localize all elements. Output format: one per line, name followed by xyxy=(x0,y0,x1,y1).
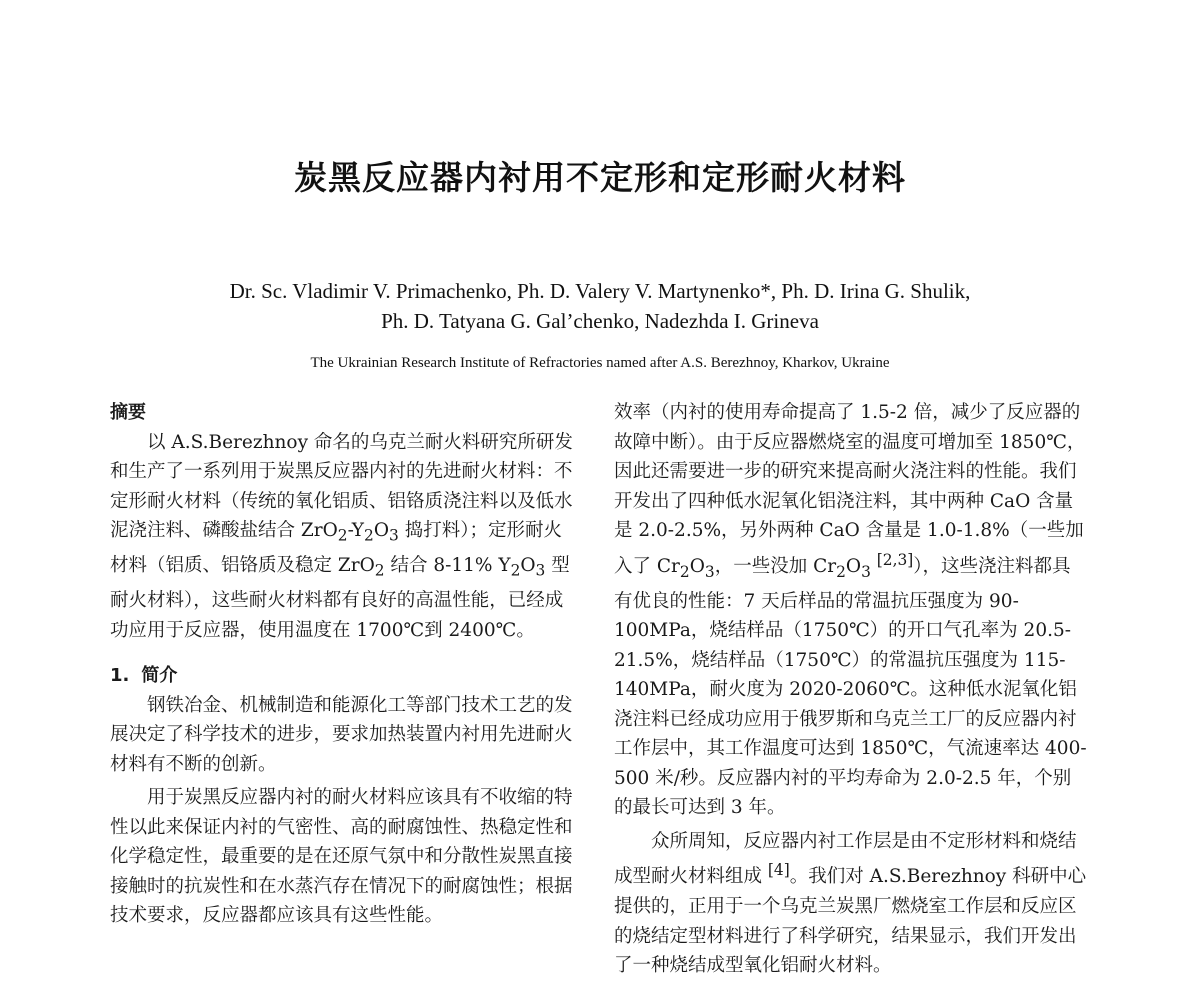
abstract-text-part: 捣打料）；定形耐火材料（铝质、铝铬质及稳定 ZrO xyxy=(110,520,562,577)
subscript: 3 xyxy=(861,562,871,581)
subscript: 2 xyxy=(374,561,385,580)
abstract-paragraph xyxy=(110,428,580,646)
formula xyxy=(300,520,399,545)
subscript: 2 xyxy=(679,562,690,581)
section-title: 简介 xyxy=(141,665,178,687)
paragraph-text-part: ，一些没加 Cr xyxy=(714,555,837,577)
subscript: 3 xyxy=(535,561,546,580)
spacer xyxy=(110,645,580,661)
citation-ref: [4] xyxy=(767,861,790,880)
formula-text: O xyxy=(373,520,390,541)
right-paragraph-1 xyxy=(614,398,1088,823)
paragraph-text-part: ），这些浇注料都具有优良的性能：7 天后样品的常温抗压强度为 90-100MPa，烧结样品（1750℃）的开口气孔率为 20.5-21.5%，烧结样品（1750℃）的常温抗压强度为 115-140MPa，耐火度为 2020-2060℃。这种低水泥氧化铝浇注料已经成功应用于俄罗斯和乌克兰工厂的反应器内衬工作层中，其工作温度可达到 1850℃，气流速率达 400-500 米/秒。反应器内衬的平均寿命为 2.0-2.5 年，个别的最长可达到 3 年。 xyxy=(614,555,1087,819)
paragraph-text-part: 。我们对 A.S.Berezhnoy 科研中心提供的，正用于一个乌克兰炭黑厂燃烧室工作层和反应区的烧结定型材料进行了科学研究，结果显示，我们开发出了一种烧结成型氧化铝耐火材料。 xyxy=(614,866,1087,976)
left-column xyxy=(110,398,580,931)
subscript: 3 xyxy=(389,526,399,545)
intro-paragraph-2: 用于炭黑反应器内衬的耐火材料应该具有不收缩的特性以此来保证内衬的气密性、高的耐腐蚀性、热稳定性和化学稳定性，最重要的是在还原气氛中和分散性炭黑直接接触时的抗炭性和在水蒸汽存在情况下的耐腐蚀性；根据技术要求，反应器都应该具有这些性能。 xyxy=(110,787,573,927)
paragraph-text-part: O xyxy=(845,555,862,577)
paragraph-text-part: 众所周知，反应器内衬工作层是由不定形材料和烧结成型耐火材料组成 xyxy=(614,830,1077,888)
abstract-heading: 摘要 xyxy=(110,402,146,423)
formula-text: -Y xyxy=(347,520,365,541)
subscript: 3 xyxy=(704,562,715,581)
paragraph-text-part: 效率（内衬的使用寿命提高了 1.5-2 倍，减少了反应器的故障中断）。由于反应器燃烧室的温度可增加至 1850℃，因此还需要进一步的研究来提高耐火浇注料的性能。我们开发出了四种低水泥氧化铝浇注料，其中两种 CaO 含量是 2.0-2.5%，另外两种 CaO 含量是 1.0-1.8%（一些加入了 Cr xyxy=(614,402,1086,577)
subscript: 2 xyxy=(836,562,846,581)
citation-ref: [2,3] xyxy=(876,550,914,569)
paragraph-text-part: O xyxy=(689,555,705,577)
formula-text: ZrO xyxy=(300,520,338,541)
authors-line-1: Dr. Sc. Vladimir V. Primachenko, Ph. D. Valery V. Martynenko*, Ph. D. Irina G. Shulik, xyxy=(229,279,971,303)
abstract-text-part: 结合 8-11% Y xyxy=(384,555,511,577)
section-heading-intro xyxy=(110,661,580,691)
right-column xyxy=(614,398,1088,981)
abstract-text-part: 型耐火材料），这些耐火材料都有良好的高温性能，已经成功应用于反应器，使用温度在 1700℃到 2400℃。 xyxy=(110,555,570,641)
right-paragraph-2 xyxy=(614,827,1088,981)
paper-title: 炭黑反应器内衬用不定形和定形耐火材料 xyxy=(294,158,906,197)
intro-paragraph-1: 钢铁冶金、机械制造和能源化工等部门技术工艺的发展决定了科学技术的进步，要求加热装置内衬用先进耐火材料有不断的创新。 xyxy=(110,694,573,775)
authors-line-2: Ph. D. Tatyana G. Gal’chenko, Nadezhda I. Grineva xyxy=(381,309,819,333)
abstract-text-part: 以 A.S.Berezhnoy 命名的乌克兰耐火料研究所研发和生产了一系列用于炭黑反应器内衬的先进耐火材料：不定形耐火材料（传统的氧化铝质、铝铬质浇注料以及低水泥浇注料、磷酸盐结合 xyxy=(110,431,573,541)
affiliation: The Ukrainian Research Institute of Refractories named after A.S. Berezhnoy, Kharkov, Ukraine xyxy=(310,355,890,371)
section-number: 1. xyxy=(110,665,130,687)
abstract-text-part: O xyxy=(520,555,536,577)
subscript: 2 xyxy=(510,561,521,580)
subscript: 2 xyxy=(364,526,374,545)
author-list xyxy=(0,276,1200,336)
subscript: 2 xyxy=(337,526,348,545)
